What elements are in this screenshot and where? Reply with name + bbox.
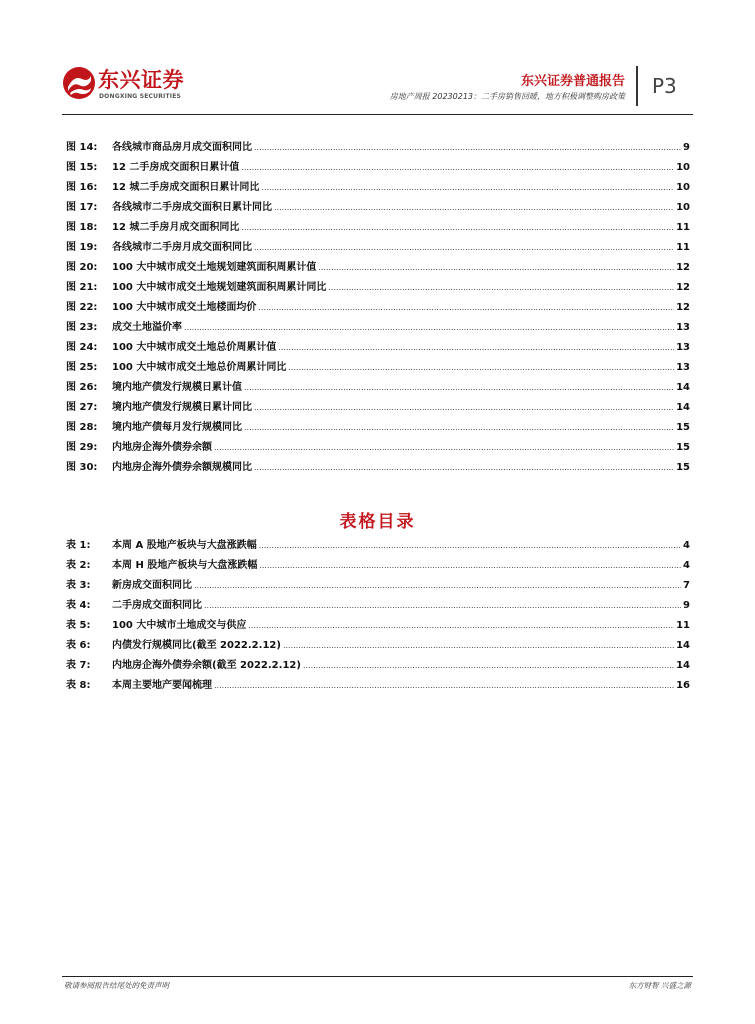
figure-entry[interactable]	[66, 318, 690, 338]
figure-entry-leader	[112, 238, 690, 258]
figure-entry-label: 图 20:	[66, 262, 98, 273]
figure-entry-leader	[112, 178, 690, 198]
figure-entry[interactable]	[66, 378, 690, 398]
page-number: P3	[652, 74, 677, 98]
figure-entry-leader	[112, 338, 690, 358]
figure-entry-leader	[112, 138, 690, 158]
figure-entry-label: 图 14:	[66, 142, 98, 153]
table-entry-page: 4	[683, 560, 690, 571]
figure-entry[interactable]	[66, 178, 690, 198]
table-entry-leader	[112, 536, 690, 556]
figure-entry[interactable]	[66, 258, 690, 278]
figure-entry-page: 12	[676, 302, 690, 313]
table-entry[interactable]	[66, 676, 690, 696]
figure-entry-leader	[112, 278, 690, 298]
figure-entry-leader	[112, 438, 690, 458]
figure-entry-leader	[112, 378, 690, 398]
figure-entry-title: 12 城二手房成交面积日累计同比	[112, 182, 260, 193]
figure-entry-page: 12	[676, 282, 690, 293]
company-logo	[62, 66, 192, 106]
footer-rule	[62, 976, 693, 977]
figure-entry-title: 100 大中城市成交土地规划建筑面积周累计同比	[112, 282, 327, 293]
table-entry-title: 二手房成交面积同比	[112, 600, 202, 611]
dot-leader	[254, 398, 674, 418]
report-type-title: 东兴证券普通报告	[520, 74, 625, 89]
table-entry-leader	[112, 656, 690, 676]
table-entry-title: 100 大中城市土地成交与供应	[112, 620, 247, 631]
figure-entry-leader	[112, 218, 690, 238]
table-entry[interactable]	[66, 656, 690, 676]
dot-leader	[258, 298, 674, 318]
dot-leader	[274, 198, 674, 218]
logo-english-name: DONGXING SECURITIES	[99, 93, 182, 100]
figure-entry-title: 境内地产债发行规模日累计同比	[112, 402, 252, 413]
figure-entry-label: 图 26:	[66, 382, 98, 393]
dot-leader	[254, 458, 674, 478]
table-entry-label: 表 8:	[66, 680, 91, 691]
disclaimer-note: 敬请参阅报告结尾处的免责声明	[64, 981, 169, 990]
table-entry-leader	[112, 636, 690, 656]
table-entry[interactable]	[66, 536, 690, 556]
table-entry-page: 9	[683, 600, 690, 611]
figure-entry-label: 图 28:	[66, 422, 98, 433]
figure-entry-title: 各线城市商品房月成交面积同比	[112, 142, 252, 153]
table-entry[interactable]	[66, 556, 690, 576]
figure-entry-title: 100 大中城市成交土地规划建筑面积周累计值	[112, 262, 317, 273]
table-entry[interactable]	[66, 616, 690, 636]
figure-entry-leader	[112, 198, 690, 218]
figure-entry-page: 12	[676, 262, 690, 273]
table-entry-title: 本周 A 股地产板块与大盘涨跌幅	[112, 540, 257, 551]
table-entry-leader	[112, 676, 690, 696]
figure-entry-leader	[112, 158, 690, 178]
dot-leader	[204, 596, 681, 616]
figure-entry-label: 图 22:	[66, 302, 98, 313]
figure-entry-title: 12 二手房成交面积日累计值	[112, 162, 240, 173]
dot-leader	[214, 676, 674, 696]
tables-section-title: 表格目录	[339, 512, 416, 532]
dot-leader	[241, 218, 674, 238]
company-slogan: 东方财智 兴盛之源	[628, 981, 691, 990]
table-entry-leader	[112, 616, 690, 636]
figure-entry-page: 11	[676, 242, 690, 253]
figure-entry-leader	[112, 318, 690, 338]
figure-entry-leader	[112, 258, 690, 278]
table-entry-label: 表 5:	[66, 620, 91, 631]
figure-entry-title: 境内地产债发行规模日累计值	[112, 382, 242, 393]
dot-leader	[248, 616, 674, 636]
dot-leader	[241, 158, 674, 178]
dot-leader	[303, 656, 674, 676]
page-header	[0, 0, 755, 115]
figure-entry-page: 15	[676, 462, 690, 473]
table-index-list	[66, 536, 690, 696]
dot-leader	[328, 278, 674, 298]
figure-entry-label: 图 23:	[66, 322, 98, 333]
figure-entry-page: 10	[676, 162, 690, 173]
figure-entry-page: 14	[676, 402, 690, 413]
figure-index-list	[66, 138, 690, 478]
dot-leader	[283, 636, 674, 656]
figure-entry-leader	[112, 418, 690, 438]
table-entry-title: 本周主要地产要闻梳理	[112, 680, 212, 691]
figure-entry-page: 11	[676, 222, 690, 233]
figure-entry-title: 内地房企海外债券余额规模同比	[112, 462, 252, 473]
figure-entry-label: 图 25:	[66, 362, 98, 373]
table-entry-label: 表 3:	[66, 580, 91, 591]
dot-leader	[184, 318, 674, 338]
figure-entry-label: 图 27:	[66, 402, 98, 413]
dot-leader	[244, 418, 674, 438]
figure-entry[interactable]	[66, 298, 690, 318]
figure-entry-leader	[112, 298, 690, 318]
figure-entry[interactable]	[66, 418, 690, 438]
table-entry-label: 表 2:	[66, 560, 91, 571]
figure-entry[interactable]	[66, 278, 690, 298]
figure-entry-label: 图 29:	[66, 442, 98, 453]
figure-entry-leader	[112, 398, 690, 418]
figure-entry-leader	[112, 458, 690, 478]
table-entry-title: 内债发行规模同比(截至 2022.2.12)	[112, 640, 281, 651]
figure-entry-label: 图 16:	[66, 182, 98, 193]
figure-entry-page: 15	[676, 422, 690, 433]
table-entry-page: 7	[683, 580, 690, 591]
figure-entry[interactable]	[66, 338, 690, 358]
figure-entry[interactable]	[66, 458, 690, 478]
figure-entry-page: 13	[676, 362, 690, 373]
table-entry-page: 11	[676, 620, 690, 631]
header-divider	[636, 66, 638, 106]
figure-entry-title: 各线城市二手房成交面积日累计同比	[112, 202, 272, 213]
figure-entry-label: 图 18:	[66, 222, 98, 233]
figure-entry[interactable]	[66, 198, 690, 218]
dot-leader	[318, 258, 674, 278]
figure-entry[interactable]	[66, 238, 690, 258]
dot-leader	[288, 358, 674, 378]
figure-entry-label: 图 17:	[66, 202, 98, 213]
table-entry[interactable]	[66, 576, 690, 596]
figure-entry-page: 10	[676, 202, 690, 213]
header-rule	[62, 114, 693, 115]
table-entry-page: 16	[676, 680, 690, 691]
dongxing-logo-icon	[62, 66, 96, 100]
figure-entry-page: 14	[676, 382, 690, 393]
dot-leader	[261, 178, 674, 198]
logo-chinese-name: 东兴证券	[98, 68, 184, 92]
dot-leader	[278, 338, 674, 358]
report-subtitle: 房地产周报 20230213：二手房销售回暖，地方积极调整购房政策	[389, 92, 625, 101]
dot-leader	[259, 536, 681, 556]
table-entry[interactable]	[66, 636, 690, 656]
figure-entry-title: 100 大中城市成交土地楼面均价	[112, 302, 257, 313]
figure-entry-title: 境内地产债每月发行规模同比	[112, 422, 242, 433]
table-entry-leader	[112, 576, 690, 596]
table-entry-title: 内地房企海外债券余额(截至 2022.2.12)	[112, 660, 301, 671]
figure-entry-title: 内地房企海外债券余额	[112, 442, 212, 453]
table-entry[interactable]	[66, 596, 690, 616]
figure-entry-title: 各线城市二手房月成交面积同比	[112, 242, 252, 253]
figure-entry-page: 13	[676, 342, 690, 353]
figure-entry-title: 成交土地溢价率	[112, 322, 182, 333]
table-entry-label: 表 7:	[66, 660, 91, 671]
dot-leader	[244, 378, 674, 398]
figure-entry[interactable]	[66, 358, 690, 378]
figure-entry-page: 9	[683, 142, 690, 153]
table-entry-title: 本周 H 股地产板块与大盘涨跌幅	[112, 560, 258, 571]
dot-leader	[214, 438, 674, 458]
dot-leader	[194, 576, 681, 596]
figure-entry[interactable]	[66, 158, 690, 178]
figure-entry-label: 图 24:	[66, 342, 98, 353]
figure-entry-page: 15	[676, 442, 690, 453]
figure-entry[interactable]	[66, 438, 690, 458]
figure-entry-page: 10	[676, 182, 690, 193]
figure-entry-title: 12 城二手房月成交面积同比	[112, 222, 240, 233]
dot-leader	[259, 556, 681, 576]
figure-entry[interactable]	[66, 218, 690, 238]
figure-entry[interactable]	[66, 398, 690, 418]
figure-entry-label: 图 15:	[66, 162, 98, 173]
figure-entry-label: 图 30:	[66, 462, 98, 473]
figure-entry-title: 100 大中城市成交土地总价周累计同比	[112, 362, 287, 373]
table-entry-label: 表 1:	[66, 540, 91, 551]
table-entry-label: 表 6:	[66, 640, 91, 651]
table-entry-page: 14	[676, 640, 690, 651]
table-entry-leader	[112, 556, 690, 576]
dot-leader	[254, 138, 681, 158]
figure-entry-leader	[112, 358, 690, 378]
figure-entry-title: 100 大中城市成交土地总价周累计值	[112, 342, 277, 353]
figure-entry-label: 图 21:	[66, 282, 98, 293]
table-entry-page: 4	[683, 540, 690, 551]
table-entry-title: 新房成交面积同比	[112, 580, 192, 591]
figure-entry-label: 图 19:	[66, 242, 98, 253]
figure-entry-page: 13	[676, 322, 690, 333]
figure-entry[interactable]	[66, 138, 690, 158]
dot-leader	[254, 238, 674, 258]
table-entry-page: 14	[676, 660, 690, 671]
table-entry-label: 表 4:	[66, 600, 91, 611]
table-entry-leader	[112, 596, 690, 616]
